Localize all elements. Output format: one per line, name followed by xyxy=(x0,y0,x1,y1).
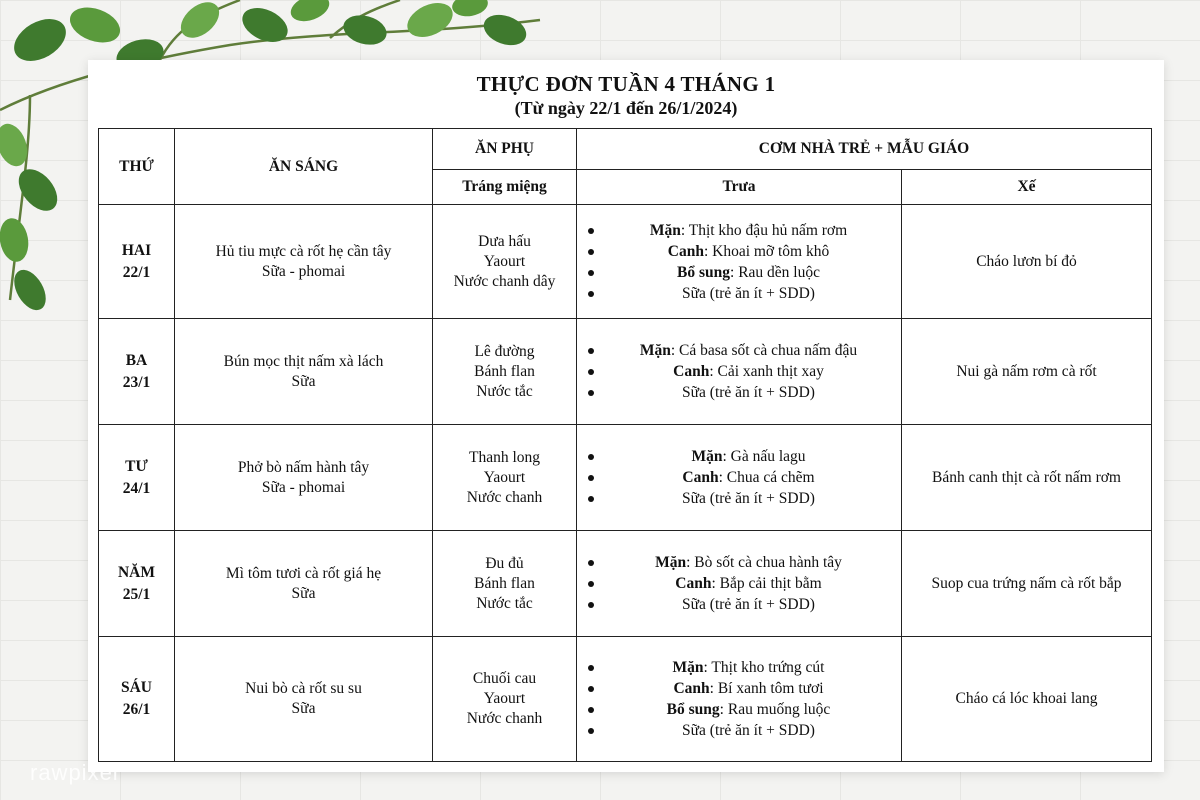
breakfast-cell xyxy=(175,425,433,531)
header-row xyxy=(99,129,1152,170)
lunch-text: Sữa (trẻ ăn ít + SDD) xyxy=(682,596,815,613)
snack-cell xyxy=(433,205,577,319)
lunch-text: Sữa (trẻ ăn ít + SDD) xyxy=(682,384,815,401)
lunch-item xyxy=(587,594,897,615)
lunch-text: : Cá basa sốt cà chua nấm đậu xyxy=(670,342,858,359)
day-name: SÁU xyxy=(120,679,152,696)
breakfast-cell xyxy=(175,205,433,319)
snack-item: Bánh flan xyxy=(474,362,535,380)
lunch-item xyxy=(587,657,897,678)
snack-item: Chuối cau xyxy=(472,670,537,687)
lunch-text: : Bắp cải thịt bằm xyxy=(711,575,822,592)
lunch-item xyxy=(587,699,897,720)
afternoon-cell: Cháo cá lóc khoai lang xyxy=(902,637,1152,762)
lunch-label: Bổ sung xyxy=(677,263,731,281)
lunch-label: Mặn xyxy=(639,342,671,359)
snack-cell xyxy=(433,425,577,531)
lunch-text: : Bò sốt cà chua hành tây xyxy=(686,554,842,571)
page-title: THỰC ĐƠN TUẦN 4 THÁNG 1 xyxy=(476,72,776,96)
snack-item: Nước chanh xyxy=(466,710,543,727)
breakfast-item: Hủ tiu mực cà rốt hẹ cần tây xyxy=(215,242,392,260)
lunch-text: : Thịt kho trứng cút xyxy=(703,659,825,676)
lunch-item xyxy=(587,467,897,488)
lunch-list xyxy=(587,340,897,403)
lunch-item xyxy=(587,241,897,262)
col-thu: THỨ xyxy=(99,129,175,205)
day-name: TƯ xyxy=(125,457,148,475)
lunch-item xyxy=(587,340,897,361)
breakfast-cell xyxy=(175,319,433,425)
breakfast-item: Nui bò cà rốt su su xyxy=(245,680,362,697)
lunch-item xyxy=(587,283,897,304)
lunch-text: : Rau muống luộc xyxy=(719,701,831,718)
day-name: HAI xyxy=(121,241,152,259)
snack-item: Yaourt xyxy=(483,468,526,486)
lunch-cell xyxy=(577,531,902,637)
breakfast-item: Phở bò nấm hành tây xyxy=(237,458,370,476)
table-row xyxy=(99,205,1152,319)
snack-item: Đu đủ xyxy=(485,554,524,572)
lunch-text: : Gà nấu lagu xyxy=(722,448,806,465)
day-name: NĂM xyxy=(117,563,156,581)
lunch-item xyxy=(587,720,897,741)
col-an-sang: ĂN SÁNG xyxy=(175,129,433,205)
day-cell xyxy=(99,531,175,637)
snack-item: Bánh flan xyxy=(474,574,535,592)
afternoon-cell: Nui gà nấm rơm cà rốt xyxy=(902,319,1152,425)
breakfast-item: Bún mọc thịt nấm xà lách xyxy=(223,352,384,370)
col-an-phu: ĂN PHỤ xyxy=(433,129,577,170)
breakfast-item: Sữa - phomai xyxy=(261,262,346,280)
lunch-label: Mặn xyxy=(672,659,704,676)
watermark: rawpixel xyxy=(30,760,119,785)
snack-item: Nước chanh dây xyxy=(453,272,556,290)
lunch-label: Canh xyxy=(675,575,712,592)
weekly-menu-table xyxy=(98,128,1152,762)
lunch-text: : Chua cá chẽm xyxy=(718,469,815,486)
afternoon-cell: Bánh canh thịt cà rốt nấm rơm xyxy=(902,425,1152,531)
lunch-text: : Thịt kho đậu hủ nấm rơm xyxy=(680,221,848,239)
table-row xyxy=(99,637,1152,762)
lunch-item xyxy=(587,573,897,594)
lunch-item xyxy=(587,678,897,699)
day-cell xyxy=(99,425,175,531)
col-trang-mieng: Tráng miệng xyxy=(433,170,577,205)
breakfast-item: Sữa xyxy=(291,372,316,390)
day-date: 22/1 xyxy=(122,263,151,281)
lunch-cell xyxy=(577,425,902,531)
breakfast-cell xyxy=(175,637,433,762)
day-cell xyxy=(99,205,175,319)
lunch-cell xyxy=(577,319,902,425)
lunch-label: Canh xyxy=(682,469,719,486)
lunch-label: Bổ sung xyxy=(666,701,720,718)
lunch-cell xyxy=(577,637,902,762)
breakfast-item: Sữa xyxy=(291,700,316,717)
col-xe: Xế xyxy=(902,170,1152,205)
lunch-text: Sữa (trẻ ăn ít + SDD) xyxy=(682,284,815,302)
table-row xyxy=(99,319,1152,425)
lunch-item xyxy=(587,488,897,509)
lunch-item xyxy=(587,220,897,241)
lunch-item xyxy=(587,552,897,573)
lunch-text: Sữa (trẻ ăn ít + SDD) xyxy=(682,490,815,507)
lunch-text: Sữa (trẻ ăn ít + SDD) xyxy=(682,722,815,739)
snack-item: Lê đường xyxy=(474,342,535,360)
snack-item: Nước tắc xyxy=(476,382,533,400)
day-cell xyxy=(99,319,175,425)
lunch-text: : Bí xanh tôm tươi xyxy=(709,680,824,697)
lunch-text: : Rau dền luộc xyxy=(730,263,820,281)
page-subtitle: (Từ ngày 22/1 đến 26/1/2024) xyxy=(514,98,738,118)
lunch-text: : Cải xanh thịt xay xyxy=(709,363,824,380)
breakfast-item: Mì tôm tươi cà rốt giá hẹ xyxy=(225,564,382,582)
snack-item: Thanh long xyxy=(468,448,541,466)
day-name: BA xyxy=(125,351,148,369)
snack-item: Yaourt xyxy=(483,690,526,707)
afternoon-cell: Suop cua trứng nấm cà rốt bắp xyxy=(902,531,1152,637)
menu-sheet xyxy=(88,60,1164,772)
lunch-item xyxy=(587,446,897,467)
snack-item: Yaourt xyxy=(483,252,526,270)
lunch-label: Mặn xyxy=(655,554,687,571)
lunch-item xyxy=(587,382,897,403)
day-date: 24/1 xyxy=(122,479,151,497)
lunch-label: Canh xyxy=(673,363,710,380)
lunch-label: Mặn xyxy=(649,221,681,239)
col-trua: Trưa xyxy=(577,170,902,205)
lunch-list xyxy=(587,657,897,741)
lunch-item xyxy=(587,361,897,382)
lunch-list xyxy=(587,446,897,509)
snack-item: Dưa hấu xyxy=(478,232,531,250)
breakfast-cell xyxy=(175,531,433,637)
breakfast-item: Sữa - phomai xyxy=(261,478,346,496)
snack-cell xyxy=(433,637,577,762)
day-date: 23/1 xyxy=(122,373,151,391)
snack-cell xyxy=(433,531,577,637)
day-cell xyxy=(99,637,175,762)
lunch-label: Canh xyxy=(667,242,704,260)
lunch-list xyxy=(587,220,897,304)
afternoon-cell: Cháo lươn bí đỏ xyxy=(902,205,1152,319)
lunch-label: Mặn xyxy=(691,448,723,465)
snack-item: Nước chanh xyxy=(466,488,543,506)
table-row xyxy=(99,425,1152,531)
day-date: 26/1 xyxy=(122,701,151,718)
snack-cell xyxy=(433,319,577,425)
lunch-list xyxy=(587,552,897,615)
lunch-text: : Khoai mỡ tôm khô xyxy=(703,242,830,260)
table-row xyxy=(99,531,1152,637)
lunch-cell xyxy=(577,205,902,319)
lunch-label: Canh xyxy=(673,680,710,697)
lunch-item xyxy=(587,262,897,283)
col-com: CƠM NHÀ TRẺ + MẪU GIÁO xyxy=(577,129,1152,170)
day-date: 25/1 xyxy=(122,585,151,603)
breakfast-item: Sữa xyxy=(291,584,316,602)
snack-item: Nước tắc xyxy=(476,594,533,612)
